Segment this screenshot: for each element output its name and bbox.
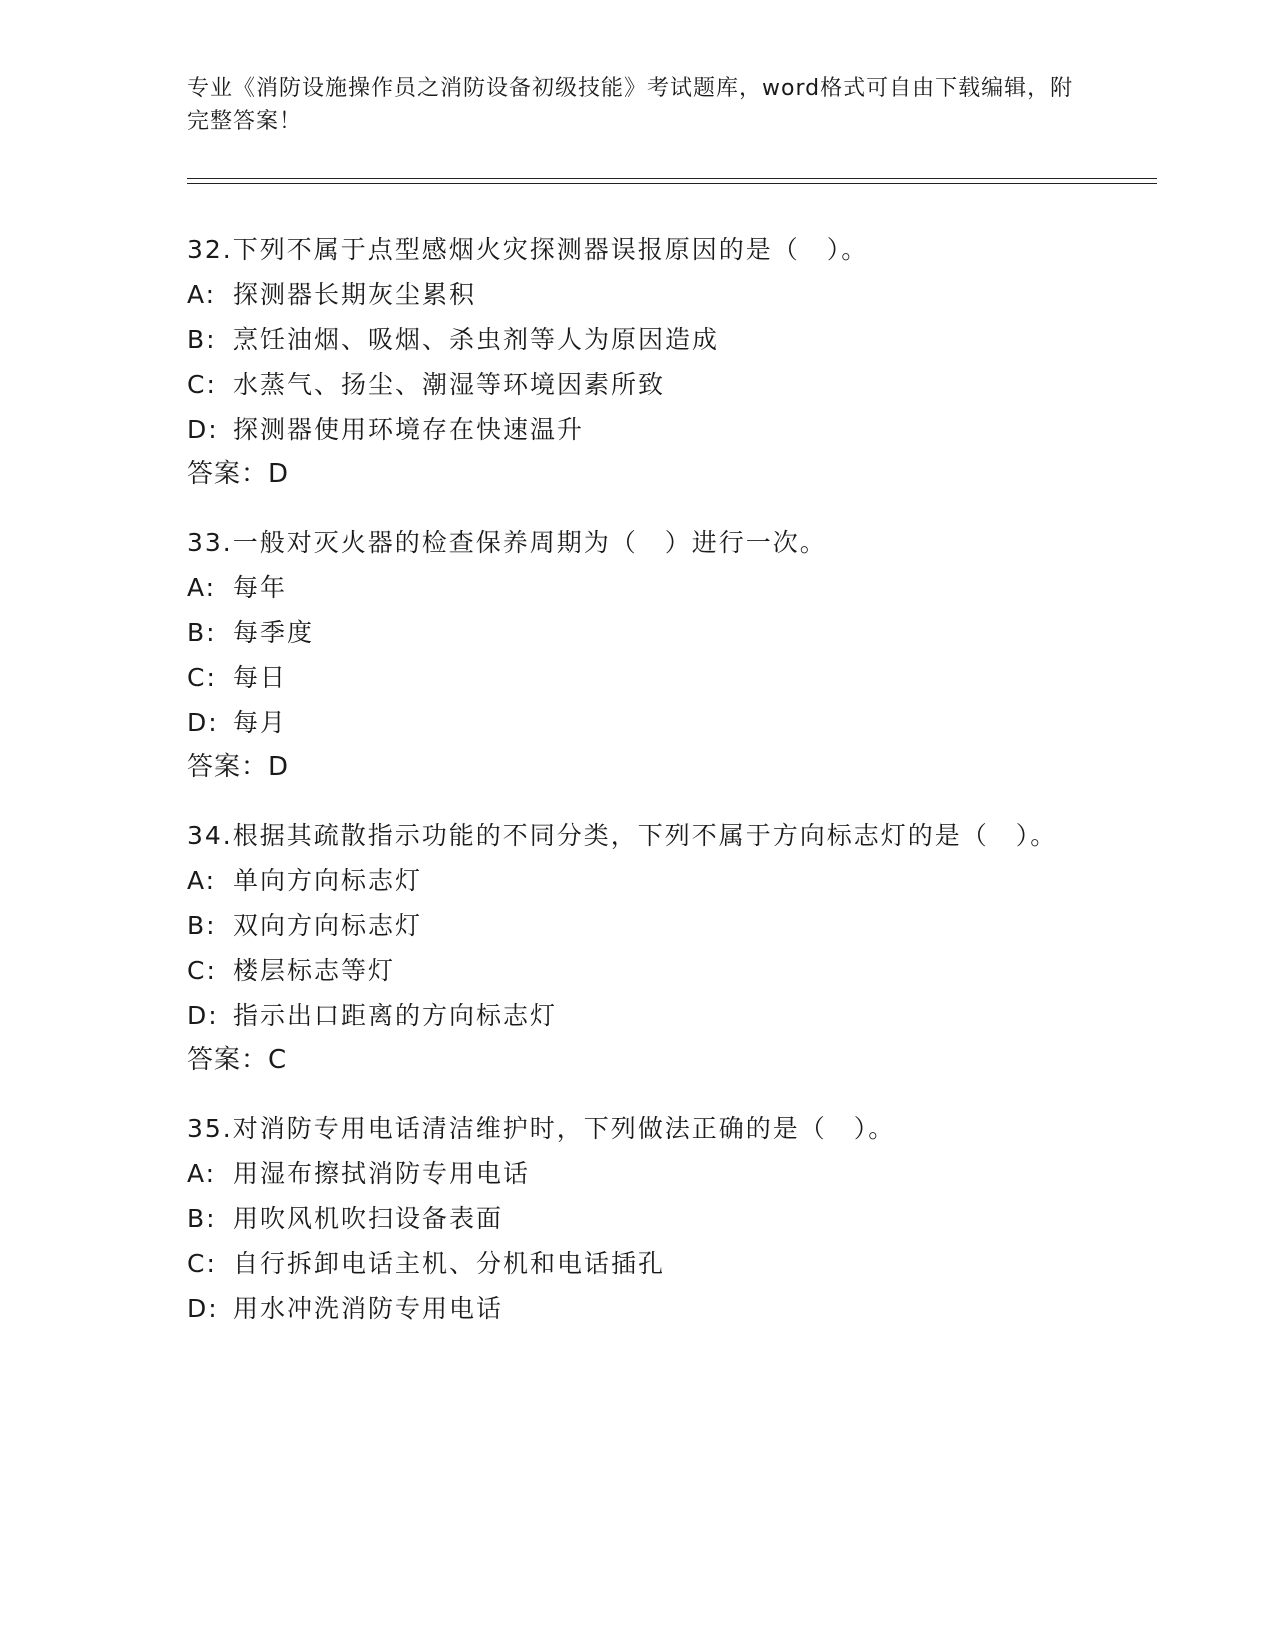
option-text: 每年 <box>233 573 288 602</box>
option-letter: B: <box>187 325 217 354</box>
question-stem: 34.根据其疏散指示功能的不同分类，下列不属于方向标志灯的是（ ）。 <box>187 821 1058 850</box>
option-a <box>187 1157 1087 1190</box>
question-stem: 35.对消防专用电话清洁维护时，下列做法正确的是（ ）。 <box>187 1114 896 1143</box>
question-35 <box>187 1112 1087 1325</box>
option-text: 每日 <box>233 663 288 692</box>
option-b <box>187 323 1087 356</box>
option-d <box>187 1292 1087 1325</box>
option-text: 用吹风机吹扫设备表面 <box>233 1204 504 1233</box>
question-list <box>187 233 1087 1360</box>
option-a <box>187 864 1087 897</box>
option-text: 单向方向标志灯 <box>233 866 423 895</box>
option-letter: C: <box>187 663 217 692</box>
option-letter: A: <box>187 573 217 602</box>
header-divider-bottom <box>187 183 1157 184</box>
option-letter: B: <box>187 618 217 647</box>
option-letter: A: <box>187 866 217 895</box>
question-33 <box>187 526 1087 784</box>
question-stem: 33.一般对灭火器的检查保养周期为（ ）进行一次。 <box>187 528 827 557</box>
option-c <box>187 1247 1087 1280</box>
option-text: 双向方向标志灯 <box>233 911 423 940</box>
answer-line: 答案：C <box>187 1045 288 1075</box>
option-text: 指示出口距离的方向标志灯 <box>233 1001 558 1030</box>
option-letter: C: <box>187 1249 217 1278</box>
option-letter: C: <box>187 956 217 985</box>
option-b <box>187 1202 1087 1235</box>
option-d <box>187 706 1087 739</box>
option-letter: B: <box>187 911 217 940</box>
option-text: 每月 <box>233 708 288 737</box>
option-letter: D: <box>187 708 219 737</box>
document-header: 专业《消防设施操作员之消防设备初级技能》考试题库，word格式可自由下载编辑，附完整答案！ <box>187 76 1074 134</box>
option-d <box>187 413 1087 446</box>
option-letter: D: <box>187 1294 219 1323</box>
option-text: 每季度 <box>233 618 315 647</box>
answer-line: 答案：D <box>187 459 290 489</box>
option-b <box>187 909 1087 942</box>
option-letter: C: <box>187 370 217 399</box>
option-d <box>187 999 1087 1032</box>
option-letter: D: <box>187 1001 219 1030</box>
option-letter: A: <box>187 280 217 309</box>
option-c <box>187 661 1087 694</box>
option-text: 烹饪油烟、吸烟、杀虫剂等人为原因造成 <box>233 325 720 354</box>
option-letter: A: <box>187 1159 217 1188</box>
option-letter: D: <box>187 415 219 444</box>
option-a <box>187 571 1087 604</box>
option-text: 探测器使用环境存在快速温升 <box>233 415 585 444</box>
question-32 <box>187 233 1087 491</box>
option-text: 探测器长期灰尘累积 <box>233 280 477 309</box>
option-text: 楼层标志等灯 <box>233 956 396 985</box>
option-b <box>187 616 1087 649</box>
option-c <box>187 368 1087 401</box>
option-text: 用湿布擦拭消防专用电话 <box>233 1159 531 1188</box>
question-stem: 32.下列不属于点型感烟火灾探测器误报原因的是（ ）。 <box>187 235 869 264</box>
answer-line: 答案：D <box>187 752 290 782</box>
option-text: 水蒸气、扬尘、潮湿等环境因素所致 <box>233 370 666 399</box>
option-text: 自行拆卸电话主机、分机和电话插孔 <box>233 1249 666 1278</box>
option-a <box>187 278 1087 311</box>
header-divider-top <box>187 178 1157 179</box>
option-c <box>187 954 1087 987</box>
option-letter: B: <box>187 1204 217 1233</box>
option-text: 用水冲洗消防专用电话 <box>233 1294 504 1323</box>
question-34 <box>187 819 1087 1077</box>
